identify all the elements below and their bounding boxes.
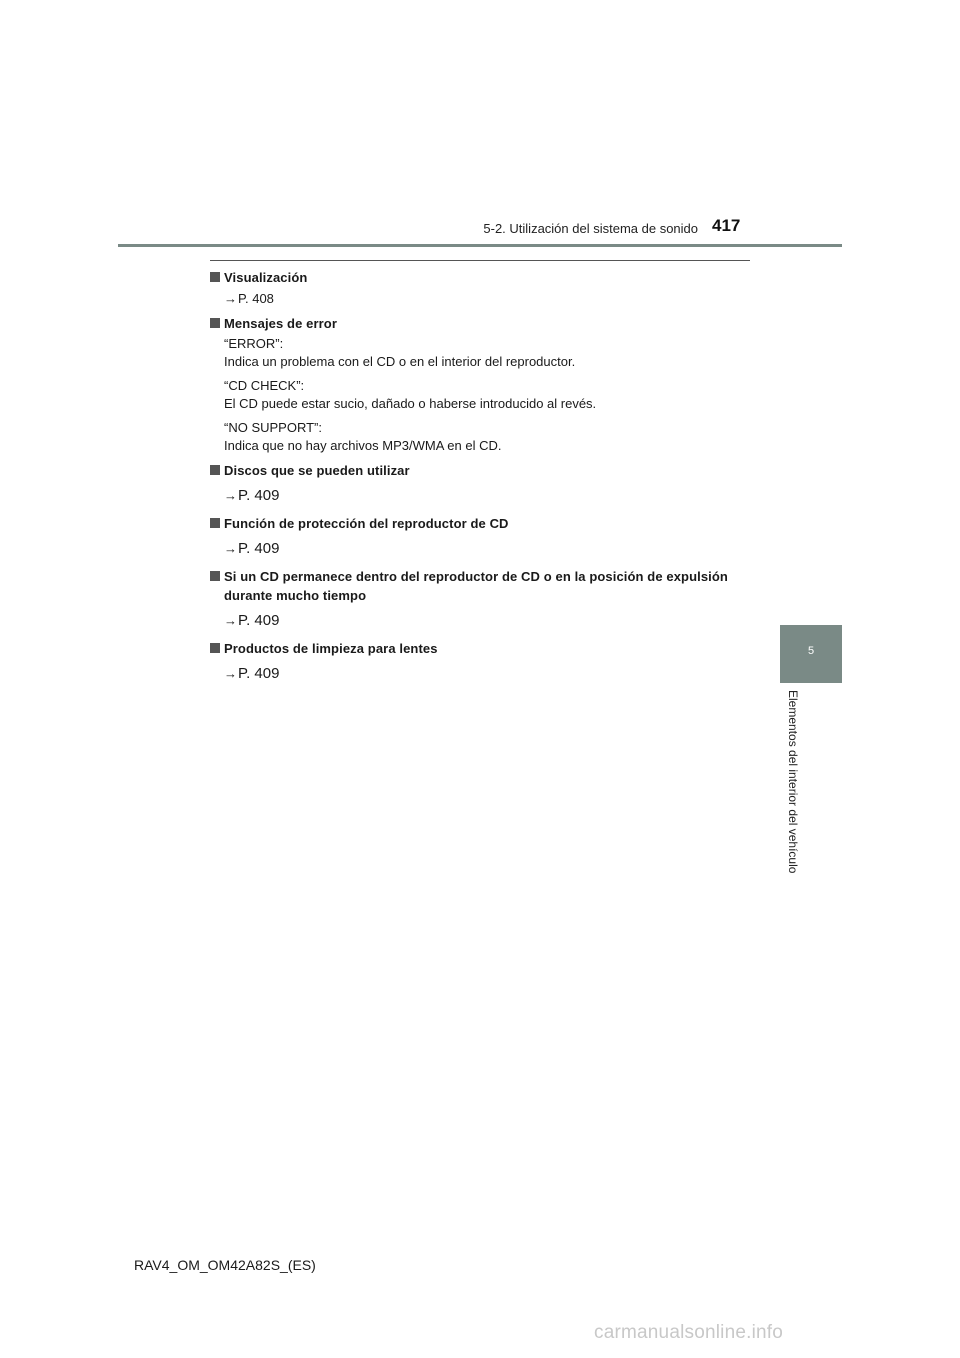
arrow-icon: → [224,541,237,556]
square-bullet-icon [210,465,220,475]
page-header [0,0,960,250]
chapter-label-container [782,690,808,890]
document-code: RAV4_OM_OM42A82S_(ES) [134,1257,316,1273]
square-bullet-icon [210,571,220,581]
item-heading-text: Productos de limpieza para lentes [224,641,438,656]
watermark: carmanualsonline.info [594,1322,784,1343]
list-item [210,314,755,455]
page-content [210,268,755,684]
page-reference-link[interactable] [210,538,755,559]
arrow-icon: → [224,666,237,681]
chapter-label: Elementos del interior del vehículo [786,690,800,874]
item-heading-text: Función de protección del reproductor de CD [224,516,509,531]
page-reference-link[interactable] [210,485,755,506]
page-reference: P. 409 [238,540,280,557]
square-bullet-icon [210,272,220,282]
item-heading [210,461,755,480]
square-bullet-icon [210,643,220,653]
error-message [210,335,755,371]
square-bullet-icon [210,518,220,528]
error-description: Indica que no hay archivos MP3/WMA en el CD. [224,438,502,453]
list-item [210,461,755,506]
square-bullet-icon [210,318,220,328]
arrow-icon: → [224,488,237,503]
chapter-number: 5 [807,645,815,657]
item-heading-text: Visualización [224,270,308,285]
content-divider [210,260,750,261]
error-message [210,377,755,413]
error-code: “ERROR”: [224,336,284,351]
error-code: “CD CHECK”: [224,378,305,393]
error-code: “NO SUPPORT”: [224,420,322,435]
page-reference-link[interactable] [210,289,755,308]
page-reference: P. 408 [238,291,274,306]
page-reference-link[interactable] [210,610,755,631]
page-reference-link[interactable] [210,663,755,684]
error-message [210,419,755,455]
header-rule [118,244,842,247]
page-reference: P. 409 [238,665,280,682]
list-item [210,639,755,684]
page-reference: P. 409 [238,612,280,629]
item-heading [210,567,755,605]
item-heading-text: Si un CD permanece dentro del reproductor de CD o en la posición de expulsión durante mucho tiempo [224,569,728,603]
error-description: El CD puede estar sucio, dañado o haberse introducido al revés. [224,396,597,411]
list-item [210,514,755,559]
item-heading [210,268,755,287]
item-heading [210,314,755,333]
list-item [210,268,755,308]
arrow-icon: → [224,613,237,628]
page-reference: P. 409 [238,487,280,504]
item-heading [210,639,755,658]
section-title: 5-2. Utilización del sistema de sonido [483,221,698,236]
error-description: Indica un problema con el CD o en el interior del reproductor. [224,354,576,369]
page-number: 417 [712,216,741,235]
item-heading-text: Discos que se pueden utilizar [224,463,410,478]
item-heading-text: Mensajes de error [224,316,337,331]
chapter-tab[interactable] [780,625,842,683]
arrow-icon: → [224,291,237,306]
list-item [210,567,755,631]
item-heading [210,514,755,533]
